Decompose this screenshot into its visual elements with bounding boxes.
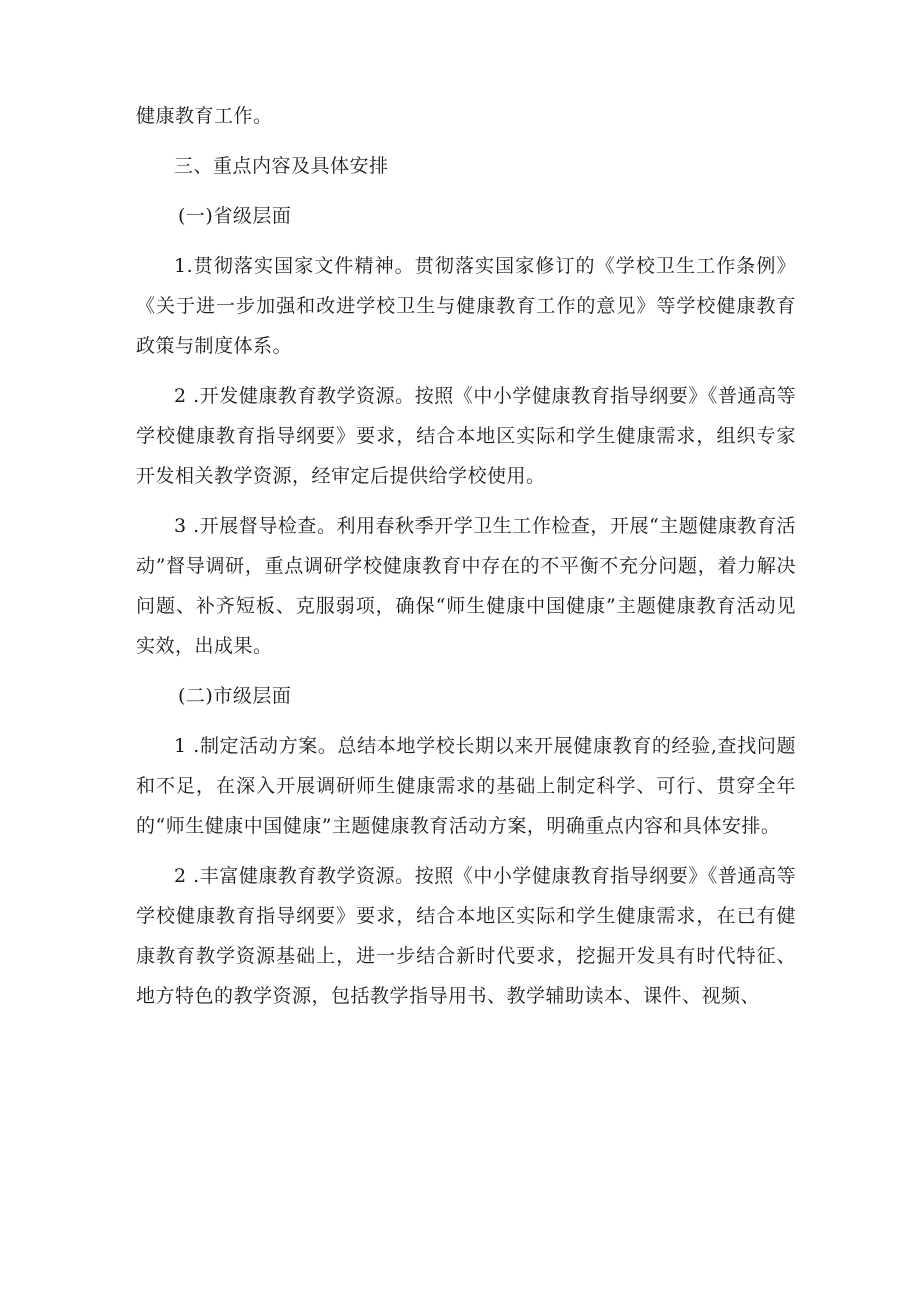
- subsection-heading-municipal: (二)市级层面: [178, 685, 292, 707]
- paragraph-provincial-item-1: 1.贯彻落实国家文件精神。贯彻落实国家修订的《学校卫生工作条例》《关于进一步加强和改进学校卫生与健康教育工作的意见》等学校健康教育政策与制度体系。: [136, 255, 796, 357]
- paragraph-continuation: 健康教育工作。: [136, 105, 273, 127]
- paragraph-municipal-item-2: 2 .丰富健康教育教学资源。按照《中小学健康教育指导纲要》《普通高等学校健康教育指导纲要》要求，结合本地区实际和学生健康需求，在已有健康教育教学资源基础上，进一步结合新时代要求，挖掘开发具有时代特征、地方特色的教学资源，包括教学指导用书、教学辅助读本、课件、视频、: [136, 865, 796, 1007]
- section-heading: 三、重点内容及具体安排: [174, 155, 389, 177]
- paragraph-provincial-item-3: 3 .开展督导检查。利用春秋季开学卫生工作检查，开展“主题健康教育活动”督导调研，重点调研学校健康教育中存在的不平衡不充分问题，着力解决问题、补齐短板、克服弱项，确保“师生健康中国健康”主题健康教育活动见实效，出成果。: [136, 515, 796, 657]
- document-body: [136, 96, 796, 1026]
- paragraph-municipal-item-1: 1 .制定活动方案。总结本地学校长期以来开展健康教育的经验,查找问题和不足，在深入开展调研师生健康需求的基础上制定科学、可行、贯穿全年的“师生健康中国健康”主题健康教育活动方案，明确重点内容和具体安排。: [136, 735, 796, 837]
- subsection-heading-provincial: (一)省级层面: [178, 205, 292, 227]
- paragraph-provincial-item-2: 2 .开发健康教育教学资源。按照《中小学健康教育指导纲要》《普通高等学校健康教育指导纲要》要求，结合本地区实际和学生健康需求，组织专家开发相关教学资源，经审定后提供给学校使用。: [136, 385, 796, 487]
